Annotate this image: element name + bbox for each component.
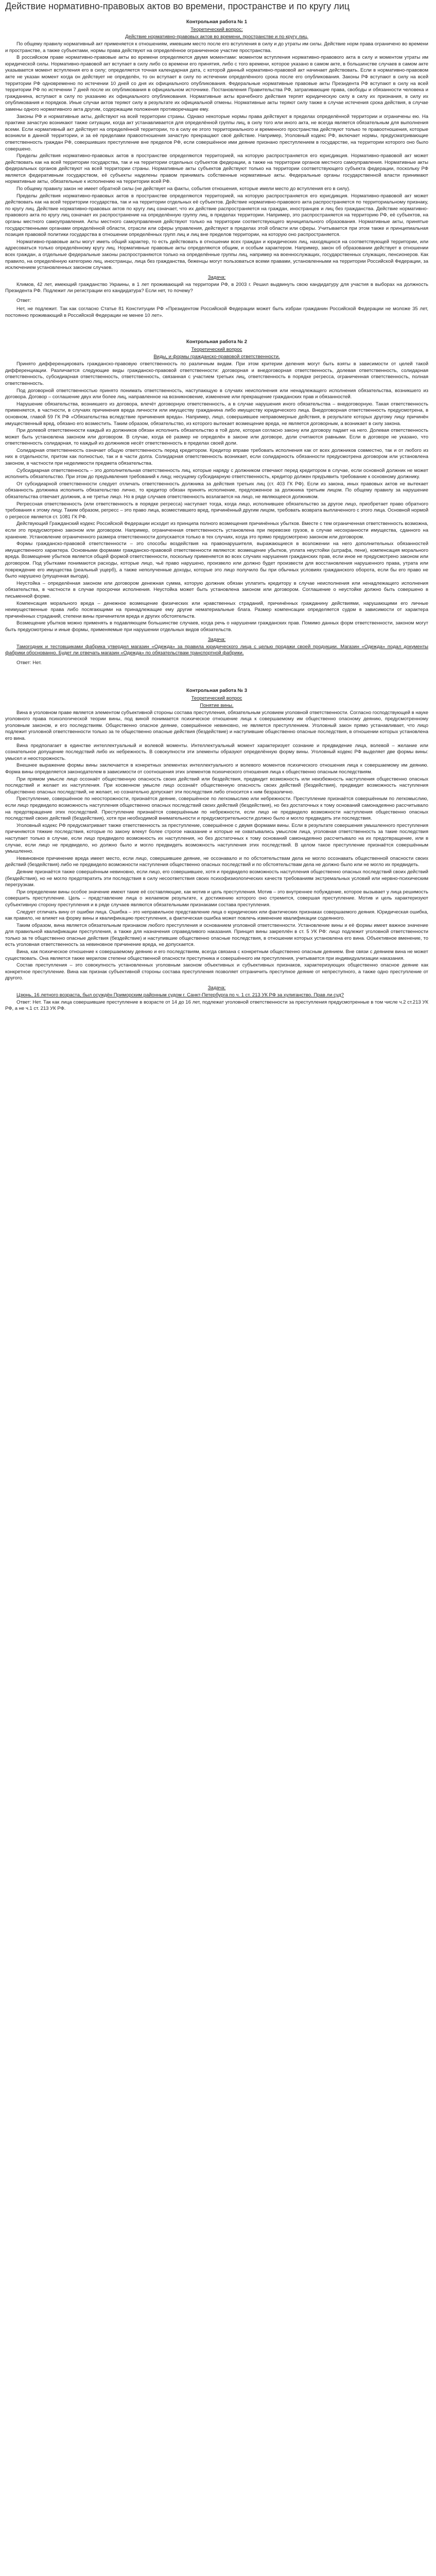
paragraph: Состав преступления – это совокупность установленных уголовным законом объективных и субъективных признаков, характеризующих общественно опасное деяние как конкретное преступление. Вина как признак субъективной стороны состава преступления позволяет отграничить преступное деяние от непреступного, а также одно преступление от другого.: [5, 962, 428, 981]
paragraph: Невиновное причинение вреда имеет место, если лицо, совершившее деяние, не осознавало и по обстоятельствам дела не могло осознавать общественной опасности своих действий (бездействия) либо не предвидело возможности наступления общественно опасных последствий и по обстоятельствам дела не должно было или не могло их предвидеть.: [5, 855, 428, 868]
control-work-3: [5, 688, 428, 1012]
paragraph: Нарушение обязательства, возникшего из договора, влечёт договорную ответственность, а в случае нарушения иного обязательства – внедоговорную. Такая ответственность применяется, в частности, в случаях причинения вреда личности или имуществу гражданина либо имуществу юридического лица. Внедоговорная ответственность предусмотрена, в основном, главой 59 ГК РФ «Обязательства вследствие причинения вреда». Например, лицо, совершившее неправомерные действия, в результате которых другому лицу причинён имущественный вред, обязано его возместить. Таким образом, обязательство, из которого вытекает возмещение вреда, не является договорным, а возникает в силу закона.: [5, 401, 428, 427]
paragraph: Пределы действия нормативно-правовых актов в пространстве определяются территорией, на которую распространяется его юрисдикция. Нормативно-правовой акт может действовать как на всей территории государства, так и на территории отдельных субъектов федерации, а также на территории органов местного самоуправления. Нормативные акты федеральных органов действуют на всей территории страны. Нормативные акты субъектов действуют только на территории соответствующего субъекта федерации, поскольку РФ является федеративным государством, её субъекты наделены правом принимать собственные нормативные акты. Федеральные органы государственной власти принимают нормативные акты, обязательные к исполнению на территории всей РФ.: [5, 153, 428, 185]
page-title: Действие нормативно-правовых актов во времени, пространстве и по кругу лиц: [5, 1, 350, 11]
question-title: Понятие вины.: [200, 702, 234, 708]
control-work-2: [5, 339, 428, 666]
paragraph: Возмещение убытков можно применять в подавляющем большинстве случаев, когда речь о нарушении гражданских прав. Помимо данных форм ответственности, законом могут быть предусмотрены и иные формы, применяемые при нарушении отдельных видов обязательств.: [5, 620, 428, 633]
paragraph: Вина в уголовном праве является элементом субъективной стороны состава преступления, обязательным условием уголовной ответственности. Согласно господствующей в науке уголовного права психологической теории вины, под виной понимается психическое отношение лица к совершаемому им общественно опасному деянию, предусмотренному уголовным законом, и его последствиям. Общественно опасное деяние, совершённое невиновно, не является преступлением. Уголовный закон прямо устанавливает, что лицо подлежит уголовной ответственности только за те общественно опасные действия (бездействие) и наступившие общественно опасные последствия, в отношении которых установлена его вина.: [5, 709, 428, 742]
task-text: Цзюнь, 16 летного возраста, был осуждён Приморским районным судом г. Санкт-Петербурга по ч. 1 ст. 213 УК РФ за хулиганство. Прав ли суд?: [16, 992, 344, 998]
answer-label: Ответ:: [16, 297, 31, 303]
paragraph: По общему правилу закон не имеет обратной силы (не действует на факты, события отношения, которые имели место до вступления его в силу).: [16, 186, 351, 192]
task-text: Климов, 42 лет, имеющий гражданство Украины, в 1 лет проживающий на территории РФ, в 2003 г. Решил выдвинуть свою кандидатуру для участия в выборах на должность Президента РФ. Подлежит ли регистрации его кандидатура? Если нет, то почему?: [5, 281, 428, 294]
work-title: Контрольная работа № 1: [186, 19, 248, 25]
question-title: Действие нормативно-правовых актов во времени, пространстве и по кругу лиц.: [125, 34, 308, 40]
task-label: Задача:: [207, 985, 226, 991]
paragraph: При определении вины особое значение имеют такие её составляющие, как мотив и цель преступления. Мотив – это внутреннее побуждение, которое вызывает у лица решимость совершить преступление. Цель – представление лица о желаемом результате, к достижению которого оно стремится, совершая преступление. Мотив и цель характеризуют субъективную сторону преступления и в ряде случаев являются обязательными признаками состава преступления.: [5, 889, 428, 908]
paragraph: Вина предполагает в единстве интеллектуальный и волевой моменты. Интеллектуальный момент характеризует сознание и предвидение лица, волевой – желание или сознательное допущение последствий либо их небрежность. В совокупности эти элементы образуют определённую форму вины. Уголовный кодекс РФ выделяет две формы вины: умысел и неосторожность.: [5, 742, 428, 761]
question-title: Виды, и формы гражданско-правовой ответственности.: [153, 354, 280, 360]
work-title: Контрольная работа № 2: [186, 339, 248, 345]
paragraph: Регрессная ответственность (или ответственность в порядке регресса) наступает тогда, когда лицо, исполнившее обязательство за другое лицо, приобретает право обратного требования к этому лицу. Таким образом, регресс – это право лица, возместившего вред, причинённый другим лицом, требовать возврата выплаченного с этого лица. Основной нормой о регрессе является ст. 1081 ГК РФ.: [5, 501, 428, 520]
paragraph: Формы гражданско-правовой ответственности – это способы воздействия на правонарушителя, выражающиеся в возложении на него дополнительных обязанностей имущественного характера. Основными формами гражданско-правовой ответственности являются: возмещение убытков, уплата неустойки (штрафа, пени), компенсация морального вреда. Возмещение убытков является общей формой ответственности, поскольку применяется во всех случаях нарушения гражданских прав, если иное не предусмотрено законом или договором. Под убытками понимаются расходы, которые лицо, чьё право нарушено, произвело или должно будет произвести для восстановления нарушенного права, утрата или повреждение его имущества (реальный ущерб), а также неполученные доходы, которые это лицо получило бы при обычных условиях гражданского оборота, если бы его право не было нарушено (упущенная выгода).: [5, 541, 428, 580]
paragraph: По общему правилу нормативный акт применяется к отношениям, имевшим место после его вступления в силу и до утраты им силы. Действие норм права ограничено во времени и пространстве, а также субъектами, нормы права действуют на определённое ограниченное участие пространства.: [5, 41, 428, 54]
paragraph: Действующий Гражданский кодекс Российской Федерации исходит из принципа полного возмещения причинённых убытков. Вместе с тем ограниченная ответственность возможна, если это предусмотрено законом или договором. Например, ограниченная ответственность установлена при перевозке грузов, в случае несохранности имущества, сданного на хранение. Установление ограниченного размера ответственности допускается только в тех случаях, когда это прямо предусмотрено законом или договором.: [5, 521, 428, 540]
paragraph: Солидарная ответственность означает общую ответственность перед кредитором. Кредитор вправе требовать исполнения как от всех должников совместно, так и от любого из них в отдельности, притом как полностью, так и в части долга. Солидарная ответственность возникает, если солидарность обязанности предусмотрена договором или установлена законом, в частности при неделимости предмета обязательства.: [5, 447, 428, 467]
paragraph: При долевой ответственности каждый из должников обязан исполнить обязательство в той доле, которая согласно закону или договору падает на него. Долевая ответственность может быть установлена законом или договором. В случае, когда её размер не определён в законе или договоре, доли считаются равными. Если в договоре не указано, что ответственность солидарная, то каждый из должников несёт ответственность в пределах своей доли.: [5, 428, 428, 447]
work3-paragraphs: [5, 710, 428, 982]
section-label: Теоретический вопрос: [191, 695, 242, 701]
section-label: Теоретический вопрос: [191, 347, 242, 353]
paragraph: Субсидиарная ответственность – это дополнительная ответственность лиц, которые наряду с должником отвечают перед кредитором в случае, если основной должник не может исполнить обязательство. При этом до предъявления требований к лицу, несущему субсидиарную ответственность, кредитор должен предъявить требование к основному должнику.: [5, 467, 428, 480]
paragraph: Внешнее выражение формы вины заключается в конкретных элементах интеллектуального и волевого моментов психического отношения лица к совершаемому им деянию. Форма вины определяется законодателем в зависимости от соотношения этих элементов психического отношения лица к общественно опасным последствиям.: [5, 762, 428, 775]
answer-text: Ответ: Нет. Так как лица совершившие преступление в возрасте от 14 до 16 лет, подлежат уголовной ответственности за преступления предусмотренные в том числе ч.2 ст.213 УК РФ, а не ч.1 ст. 213 УК РФ.: [5, 999, 428, 1012]
paragraph: Следует отличать вину от ошибки лица. Ошибка – это неправильное представление лица о юридических или фактических признаках совершаемого деяния. Юридическая ошибка, как правило, не влияет на форму вины и квалификацию преступления, а фактическая ошибка может повлечь изменение квалификации содеянного.: [5, 909, 428, 922]
work-title: Контрольная работа № 3: [186, 687, 248, 693]
paragraph: В российском праве нормативно-правовые акты во времени определяются двумя моментами: моментом вступления нормативно-правового акта в силу и моментом утраты им юридической силы. Нормативно-правовой акт вступает в силу либо со времени его принятия, либо с того времени, которое указано в самом акте, в большинстве случаев в самом акте указывается момент вступления его в силу; определяется точная календарная дата, с которой данный нормативно-правовой акт начинает действовать. Если в нормативно-правовом акте не указан момент когда он действует не определён, то он вступает в силу по истечении определённого срока после его опубликования. Законы РФ вступают в силу на всей территории РФ одновременно по истечении 10 дней со дня их официального опубликования. Федеральные нормативные правовые акты Президента РФ вступают в силу на всей территории РФ по истечении 7 дней после их опубликования в официальном источнике. Постановления Правительства РФ, затрагивающие права, свободы и обязанности человека и гражданина, вступают в силу по указанию их официального опубликования. Нормативные акты врачебного действия терпят юридическую силу в силу их признания, в силу их опубликования и порядков. Иные случаи актов теряют силу в результате их официальной отмены. Нормативные акты теряют силу также в случае истечения срока действия, в случае замены одного нормативного акта другим, содержащим положения противоречащие ему.: [5, 55, 428, 112]
paragraph: Нормативно-правовые акты могут иметь общий характер, то есть действовать в отношении всех граждан и юридических лиц, находящихся на соответствующей территории, или адресоваться только определённому кругу лиц. Нормативные правовые акты определяются общим, и особым характером. Например, закон об образовании действует в отношении всех граждан, а отдельные федеральные законы распространяются только на определённые группы лиц, например на военнослужащих, государственных служащих, пенсионеров. Как правило, на определённую категорию лиц, иностранцы, лица без гражданства, беженцы могут пользоваться всеми правами, установленными на территории Российской Федерации, за исключением установленных законом случаев.: [5, 239, 428, 271]
paragraph: Компенсация морального вреда – денежное возмещение физических или нравственных страданий, причинённых гражданину действиями, нарушающими его личные неимущественные права либо посягающими на принадлежащие ему другие нематериальные блага. Размер компенсации определяется судом в зависимости от характера причинённых страданий, степени вины причинителя вреда и других обстоятельств.: [5, 600, 428, 619]
paragraph: Таким образом, вина является обязательным признаком любого преступления и основанием уголовной ответственности. Установление вины и её формы имеет важное значение для правильной квалификации преступления, а также для назначения справедливого наказания. Принцип вины закреплён в ст. 5 УК РФ: лицо подлежит уголовной ответственности только за те общественно опасные действия (бездействие) и наступившие общественно опасные последствия, в отношении которых установлена его вина. Объективное вменение, то есть уголовная ответственность за невиновное причинение вреда, не допускается.: [5, 922, 428, 948]
task-label: Задача:: [207, 636, 226, 642]
paragraph: Законы РФ и нормативные акты, действуют на всей территории страны. Однако некоторые нормы права действуют в пределах определённой территории и ограничены ею. На практике зачастую возникают также ситуации, когда акт устанавливается для определённой группы лиц, в силу того или иного акта, не всегда является обязательным для выполнения всеми. Если нормативный акт действует на определённой территории, то в силу ее этого территориального и временного пространства действуют только те правоотношения, которые возникли в данной территории, и за её пределами правоотношения зачастую прекращают своё действие. Например, Уголовный кодекс РФ, включает нормы, предусматривающие ответственность граждан РФ, совершивших преступление вне пределов РФ, если совершённое ими деяние признано преступлением в государстве, на территории которого оно было совершено.: [5, 113, 428, 152]
document-page: [0, 0, 436, 1012]
paragraph: Под договорной ответственностью принято понимать ответственность, наступающую в случаях неисполнения или ненадлежащего исполнения обязательства, возникшего из договора. Договор – соглашение двух или более лиц, направленное на возникновение, изменение или прекращение гражданских прав и обязанностей.: [5, 387, 428, 400]
work2-paragraphs: [5, 361, 428, 633]
paragraph: Пределы действия нормативно-правовых актов в пространстве определяются территорией, на которую распространяется его юрисдикция. Нормативно-правовой акт может действовать как на всей территории государства, так и на территории отдельных её субъектов. Действие нормативно-правового акта распространяется по территориальному признаку, по кругу лиц. Действие нормативно-правовых актов по кругу лиц означает, что их действие распространяется на граждан, иностранцев и лиц без гражданства. Действие нормативно-правового акта по кругу лиц означает их распространение на определённую группу лиц, в пределах территории. Например, это распространяется на территорию РФ, её субъектов, на органы местного самоуправления. Акты местного самоуправления действуют только на территории соответствующего муниципального образования. Нормативные акты, принятые государственными органами определённой области, отрасли или сферы управления, действуют в пределах этой области или сферы. Учитывается при этом также и принципиальная позиция правовой политики государства в отношении определённых групп лиц и лиц вне пределов территории, на которую оно распространяется.: [5, 193, 428, 238]
paragraph: Принято дифференцировать гражданско-правовую ответственность по различным видам. При этом критерии деления могут быть взяты в зависимости от целей такой дифференциации. Различается следующие виды гражданско-правовой ответственности: договорная и внедоговорная ответственность, долевая ответственность, солидарная ответственность, субсидиарная ответственность, ответственность, связанная с участием третьих лиц, ответственность в порядке регресса, ограниченная ответственность, полная ответственность.: [5, 361, 428, 386]
answer-text: Нет, не подлежит. Так как согласно Статье 81 Конституции РФ «Президентом Российской Федерации может быть избран гражданин Российской Федерации не моложе 35 лет, постоянно проживающий в Российской Федерации не менее 10 лет».: [5, 306, 428, 318]
paragraph: Преступление, совершённое по неосторожности, признаётся деяние, совершённое по легкомыслию или небрежности. Преступление признаётся совершённым по легкомыслию, если лицо предвидело возможность наступления общественно опасных последствий своих действий (бездействия), но без достаточных к тому оснований самонадеянно рассчитывало на предотвращение этих последствий. Преступление признаётся совершённым по небрежности, если лицо не предвидело возможности наступления общественно опасных последствий своих действий (бездействия), хотя при необходимой внимательности и предусмотрительности должно было и могло предвидеть эти последствия.: [5, 796, 428, 822]
paragraph: Неустойка – определённая законом или договором денежная сумма, которую должник обязан уплатить кредитору в случае неисполнения или ненадлежащего исполнения обязательства, в частности в случае просрочки исполнения. Неустойка может быть установлена законом или договором. Соглашение о неустойке должно быть совершено в письменной форме.: [5, 580, 428, 599]
paragraph: При прямом умысле лицо осознаёт общественную опасность своих действий или бездействия, предвидит возможность или неизбежность наступления общественно опасных последствий и желает их наступления. При косвенном умысле лицо осознаёт общественную опасность своих действий (бездействия), предвидит возможность наступления общественно опасных последствий, не желает, но сознательно допускает эти последствия либо относится к ним безразлично.: [5, 776, 428, 795]
answer-label: Ответ: Нет.: [16, 659, 42, 666]
paragraph: Деяние признаётся также совершённым невиновно, если лицо, его совершившее, хотя и предвидело возможность наступления общественно опасных последствий своих действий (бездействия), но не могло предотвратить эти последствия в силу несоответствия своих психофизиологических качеств требованиям экстремальных условий или нервно-психическим перегрузкам.: [5, 869, 428, 888]
paragraph: Вина, как психическое отношение к совершаемому деянию и его последствиям, всегда связана с конкретным общественно опасным деянием. Вне связи с деянием вина не может существовать. Она является также мерилом степени общественной опасности преступника и совершённого им преступления, учитывается при индивидуализации наказания.: [5, 949, 428, 961]
paragraph: От субсидиарной ответственности следует отличать ответственность должника за действия третьих лиц (ст. 403 ГК РФ). Если из закона, иных правовых актов не вытекает обязанность должника исполнить обязательство лично, то кредитор обязан принять исполнение, предложенное за должника третьим лицом. По общему правилу за нарушение обязательства отвечает должник, а не третье лицо. Но в ряде случаев ответственность возлагается на лицо, не являющееся должником.: [5, 481, 428, 500]
section-label: Теоретический вопрос:: [190, 27, 243, 32]
work1-paragraphs: [5, 41, 428, 272]
task-text: Тамогодник и тестовщиками фабрика утвердил магазин «Одежда» за правила юридического лица с целью продажи своей продукции. Магазин «Одежда» подал документы фабрики обоснованно. Будет ли отвечать магазин «Одежда» по обязательствам транспортной фабрики.: [5, 643, 428, 656]
control-work-1: [5, 19, 428, 319]
task-label: Задача:: [207, 274, 226, 280]
paragraph: Уголовный кодекс РФ предусматривает также ответственность за преступление, совершённое с двумя формами вины. Если в результате совершения умышленного преступления причиняются тяжкие последствия, которые по закону влекут более строгое наказание и которые не охватывались умыслом лица, уголовная ответственность за такие последствия наступает только в случае, если лицо предвидело возможность их наступления, но без достаточных к тому оснований самонадеянно рассчитывало на их предотвращение, или в случае, если лицо не предвидело, но должно было и могло предвидеть возможность наступления этих последствий. В целом такое преступление признаётся совершённым умышленно.: [5, 822, 428, 855]
